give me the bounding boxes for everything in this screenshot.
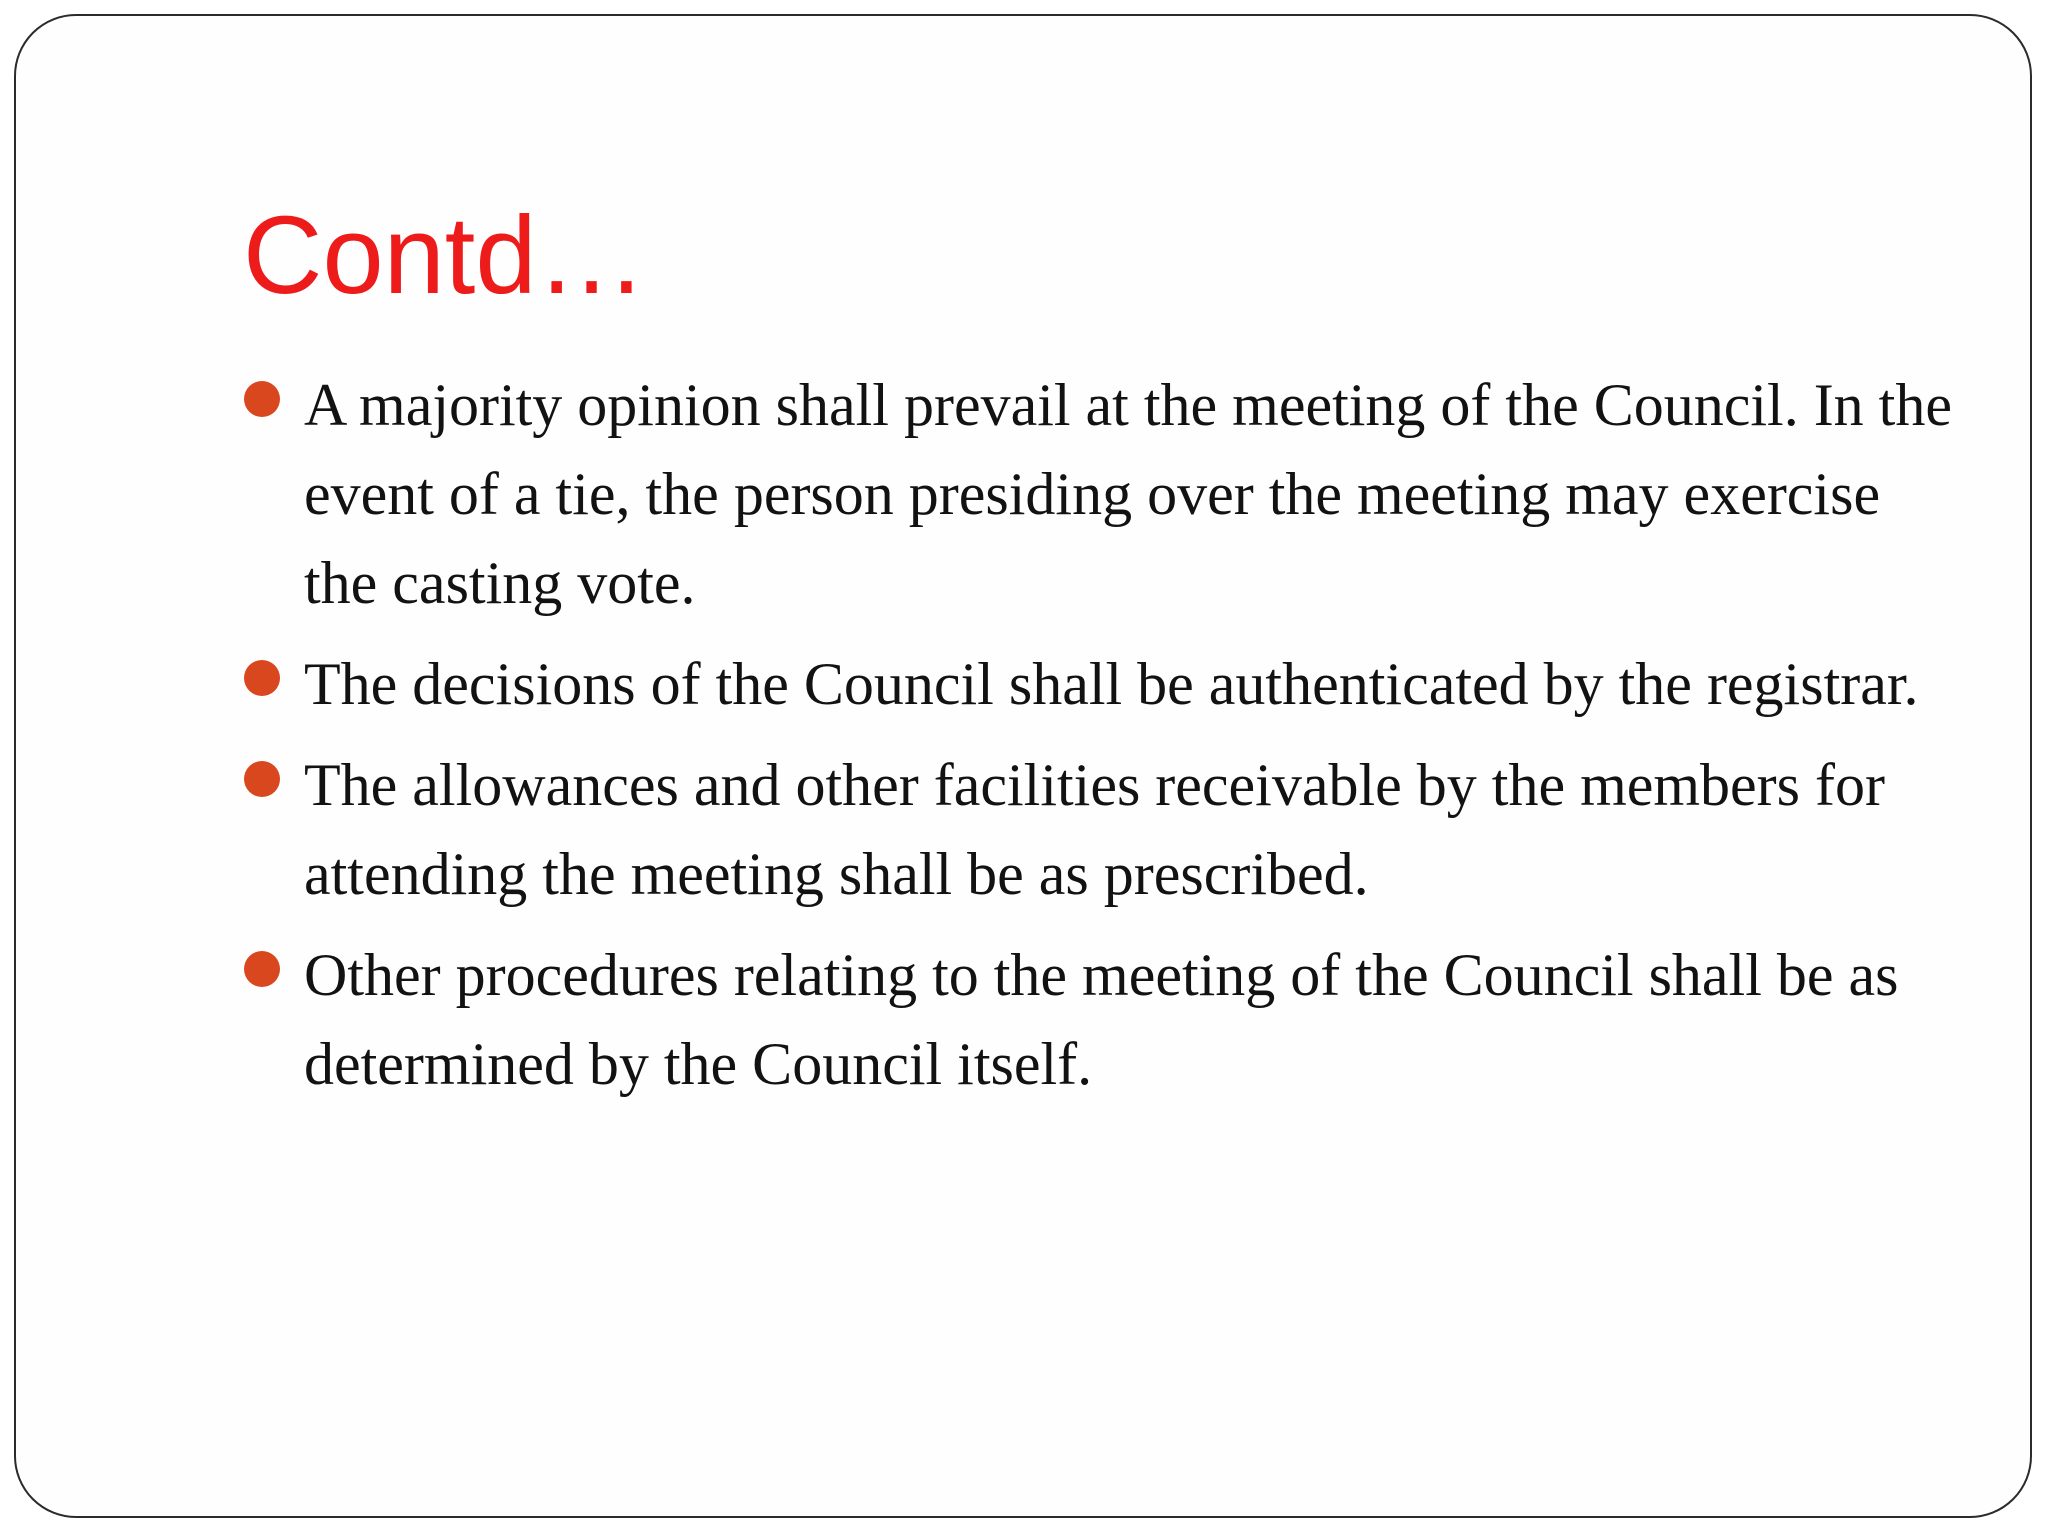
bullet-text: Other procedures relating to the meeting of the Council shall be as determined by the Council itself. bbox=[304, 942, 1899, 1097]
bullet-text: The allowances and other facilities receivable by the members for attending the meeting shall be as prescribed. bbox=[304, 752, 1885, 907]
bullet-item bbox=[242, 640, 1962, 729]
bullet-dot-icon bbox=[244, 761, 280, 797]
bullet-text: The decisions of the Council shall be authenticated by the registrar. bbox=[304, 651, 1919, 717]
bullet-text: A majority opinion shall prevail at the meeting of the Council. In the event of a tie, the person presiding over the meeting may exercise the casting vote. bbox=[304, 372, 1952, 616]
bullet-dot-icon bbox=[244, 660, 280, 696]
bullet-item bbox=[242, 931, 1962, 1109]
slide-frame bbox=[14, 14, 2032, 1518]
bullet-item bbox=[242, 741, 1962, 919]
bullet-list bbox=[242, 361, 1962, 1121]
bullet-dot-icon bbox=[244, 951, 280, 987]
bullet-item bbox=[242, 361, 1962, 628]
slide-title: Contd… bbox=[243, 194, 647, 317]
bullet-dot-icon bbox=[244, 381, 280, 417]
